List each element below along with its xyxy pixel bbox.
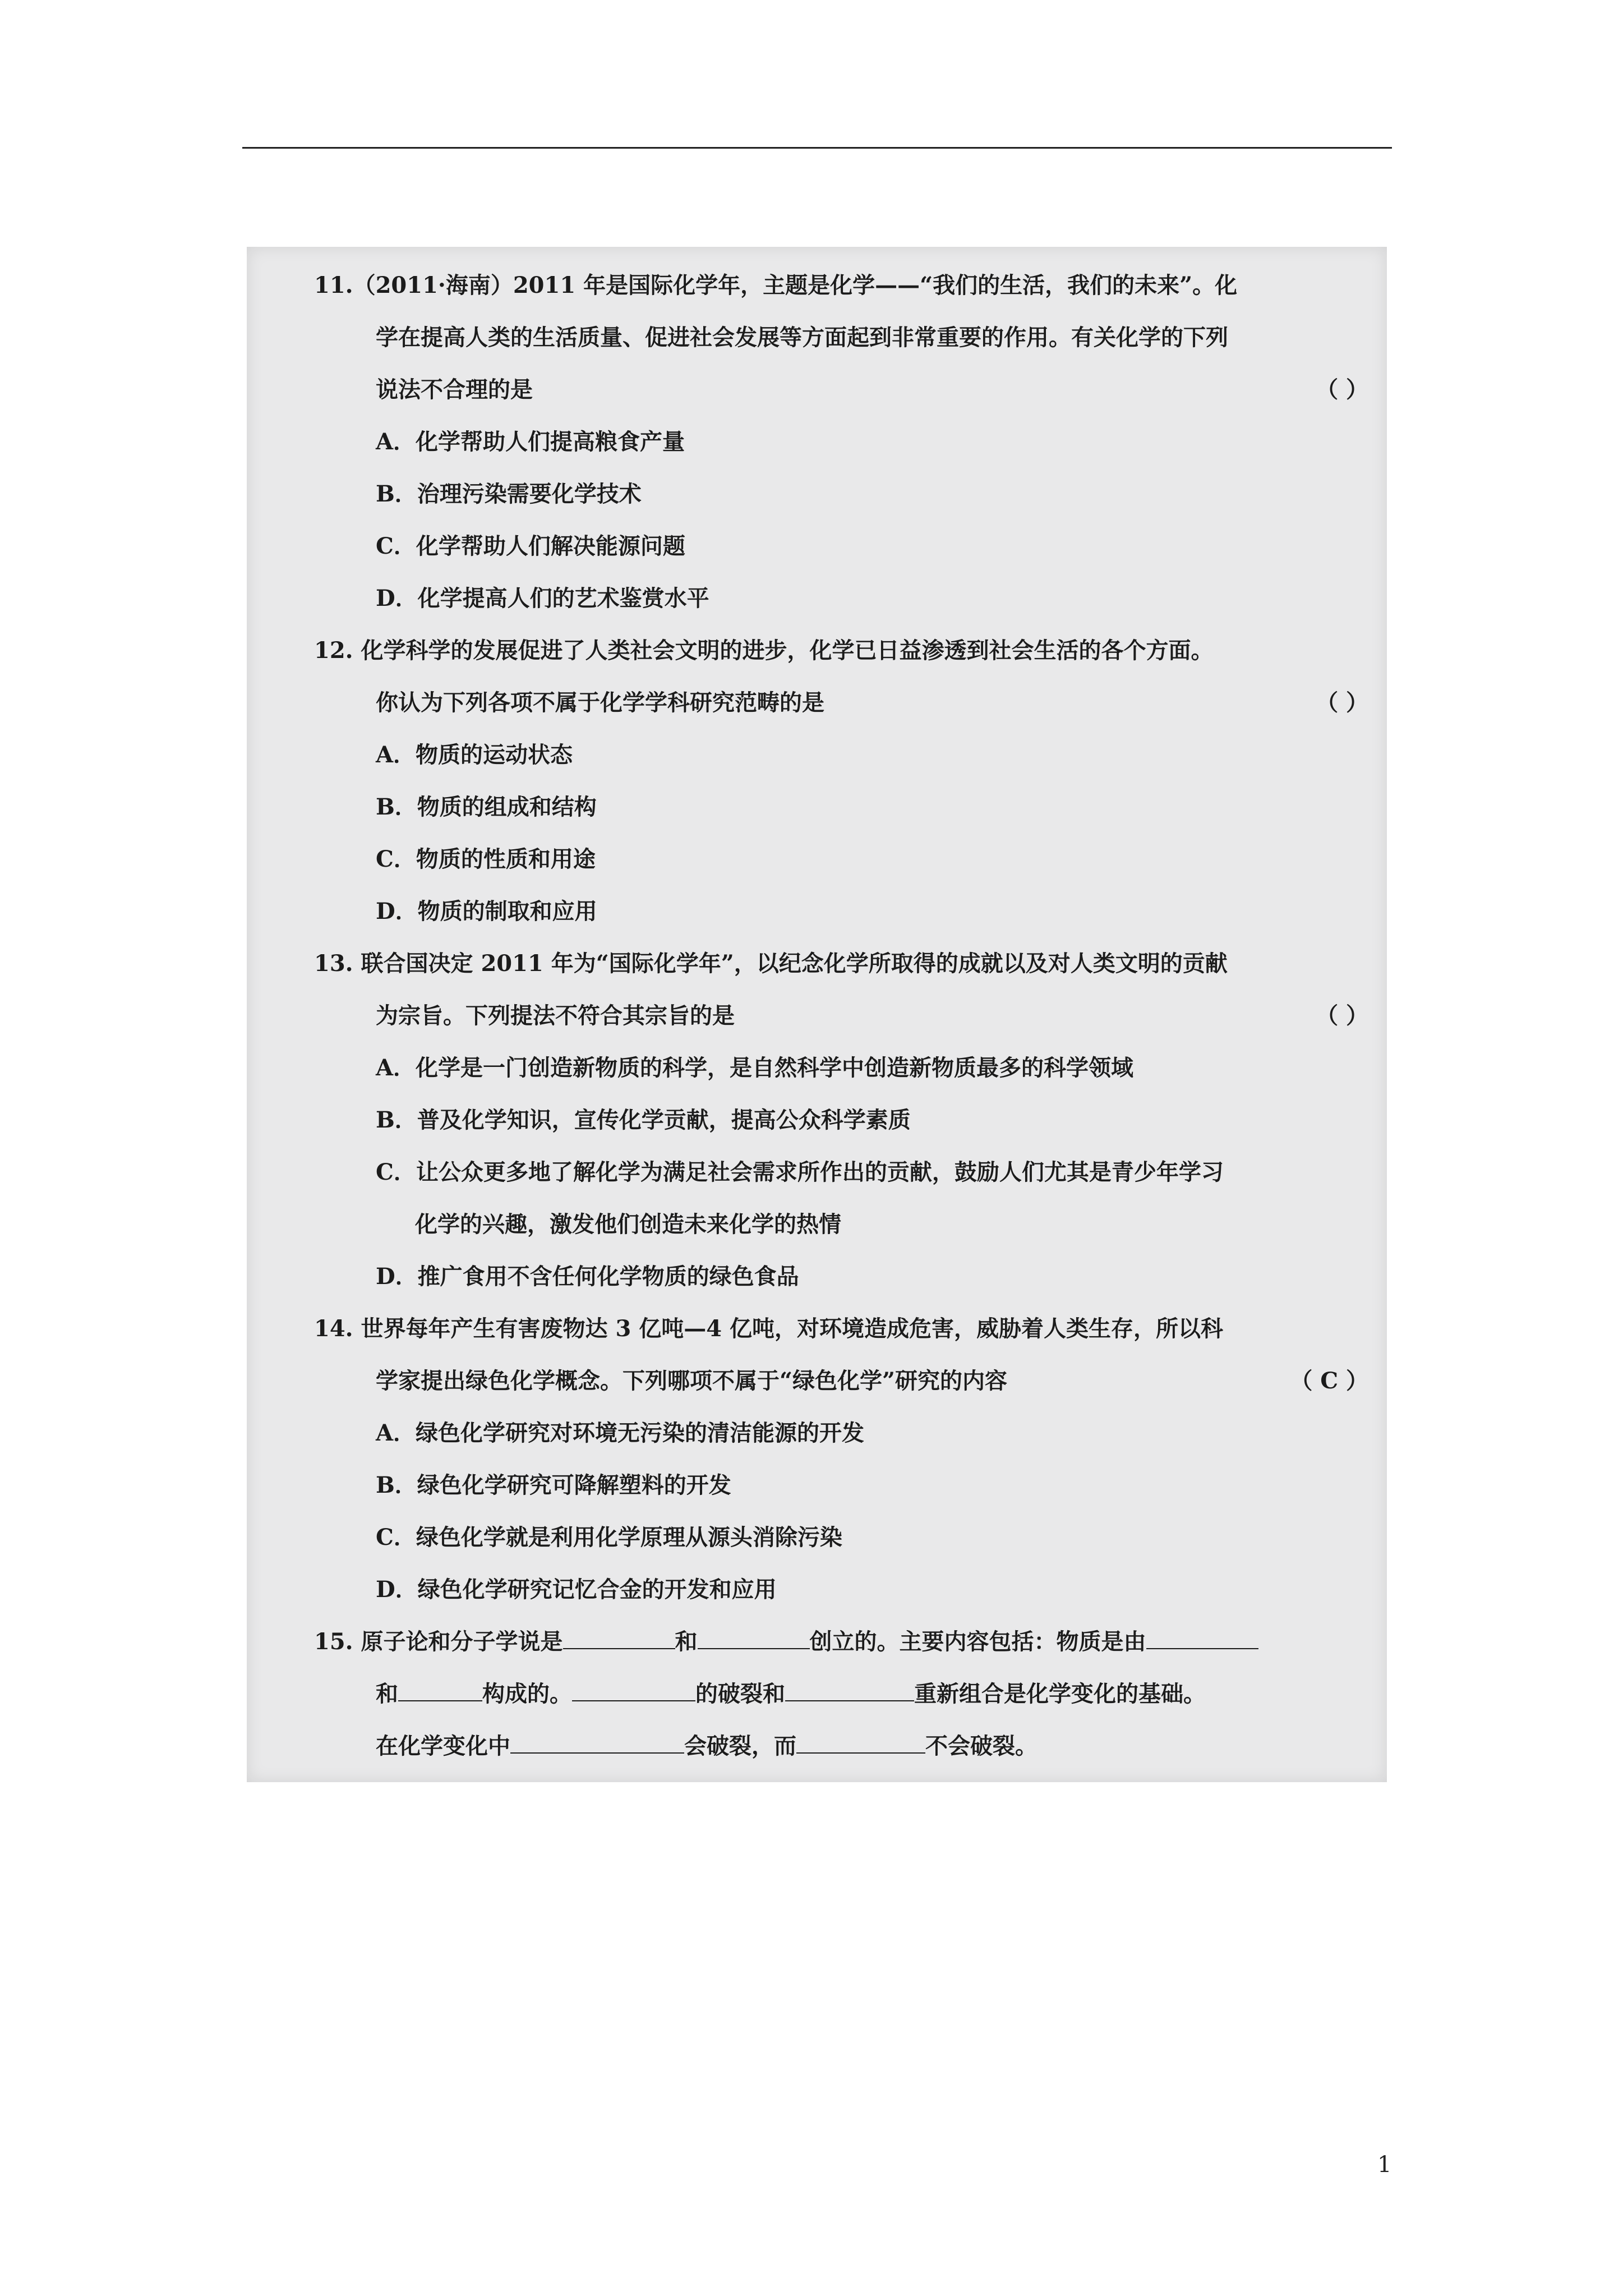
question-12-number: 12. — [314, 637, 353, 664]
answer-bracket[interactable]: （ ） — [1316, 689, 1368, 716]
question-11-number: 11. — [314, 272, 353, 298]
blank-field[interactable] — [785, 1680, 914, 1701]
option-c: C．绿色化学就是利用化学原理从源头消除污染 — [376, 1524, 842, 1550]
option-b: B．物质的组成和结构 — [376, 794, 597, 820]
blank-field[interactable] — [572, 1680, 695, 1701]
option-b: B．治理污染需要化学技术 — [376, 481, 642, 507]
question-13-line-1: 13. 联合国决定 2011 年为“国际化学年”，以纪念化学所取得的成就以及对人类文明的贡献 — [314, 950, 1228, 977]
option-a: A．物质的运动状态 — [376, 742, 573, 768]
blank-field[interactable] — [796, 1732, 925, 1754]
question-14-number: 14. — [314, 1315, 353, 1342]
blank-field[interactable] — [510, 1732, 684, 1754]
option-c: C．物质的性质和用途 — [376, 846, 596, 872]
blank-field[interactable] — [698, 1628, 810, 1649]
option-d: D．绿色化学研究记忆合金的开发和应用 — [376, 1576, 777, 1603]
option-c: C．让公众更多地了解化学为满足社会需求所作出的贡献，鼓励人们尤其是青少年学习 — [376, 1159, 1224, 1185]
option-a: A．绿色化学研究对环境无污染的清洁能源的开发 — [376, 1420, 865, 1446]
option-c-continued: 化学的兴趣，激发他们创造未来化学的热情 — [415, 1211, 841, 1237]
answer-bracket[interactable]: （ C ） — [1290, 1368, 1368, 1394]
question-14-line-1: 14. 世界每年产生有害废物达 3 亿吨—4 亿吨，对环境造成危害，威胁着人类生存，所以科 — [314, 1315, 1223, 1342]
question-15-line-1: 15. 原子论和分子学说是 和 创立的。主要内容包括：物质是由 — [314, 1616, 1368, 1668]
question-13-line-2: 为宗旨。下列提法不符合其宗旨的是 （ ） — [314, 990, 1368, 1042]
question-11-line-3: 说法不合理的是 （ ） — [314, 364, 1368, 416]
question-12-line-2: 你认为下列各项不属于化学学科研究范畴的是 （ ） — [314, 677, 1368, 729]
question-15-line-3: 在化学变化中 会破裂，而 不会破裂。 — [376, 1733, 1038, 1759]
option-a: A．化学是一门创造新物质的科学，是自然科学中创造新物质最多的科学领域 — [376, 1055, 1134, 1081]
scanned-exam-page — [247, 247, 1387, 1782]
question-14-line-2: 学家提出绿色化学概念。下列哪项不属于“绿色化学”研究的内容 （ C ） — [314, 1355, 1368, 1407]
question-13-number: 13. — [314, 950, 353, 977]
question-11-line-2: 学在提高人类的生活质量、促进社会发展等方面起到非常重要的作用。有关化学的下列 — [376, 324, 1228, 351]
header-rule — [242, 147, 1392, 149]
page-number: 1 — [1377, 2152, 1392, 2178]
option-d: D．物质的制取和应用 — [376, 898, 597, 924]
option-c: C．化学帮助人们解决能源问题 — [376, 533, 685, 559]
option-d: D．化学提高人们的艺术鉴赏水平 — [376, 585, 709, 611]
blank-field[interactable] — [563, 1628, 675, 1649]
option-a: A．化学帮助人们提高粮食产量 — [376, 429, 685, 455]
answer-bracket[interactable]: （ ） — [1316, 1002, 1368, 1029]
question-11-line-1: 11.（2011·海南）2011 年是国际化学年，主题是化学——“我们的生活，我们的未来”。化 — [314, 272, 1238, 298]
answer-bracket[interactable]: （ ） — [1316, 376, 1368, 403]
option-b: B．绿色化学研究可降解塑料的开发 — [376, 1472, 731, 1498]
question-15-line-2: 和 构成的。 的破裂和 重新组合是化学变化的基础。 — [376, 1681, 1206, 1707]
question-12-line-1: 12. 化学科学的发展促进了人类社会文明的进步，化学已日益渗透到社会生活的各个方面。 — [314, 637, 1214, 664]
option-d: D．推广食用不含任何化学物质的绿色食品 — [376, 1263, 799, 1290]
question-15-number: 15. — [314, 1628, 353, 1655]
blank-field[interactable] — [398, 1680, 482, 1701]
blank-field[interactable] — [1146, 1628, 1258, 1649]
question-list — [314, 259, 1368, 1772]
option-b: B．普及化学知识，宣传化学贡献，提高公众科学素质 — [376, 1107, 911, 1133]
